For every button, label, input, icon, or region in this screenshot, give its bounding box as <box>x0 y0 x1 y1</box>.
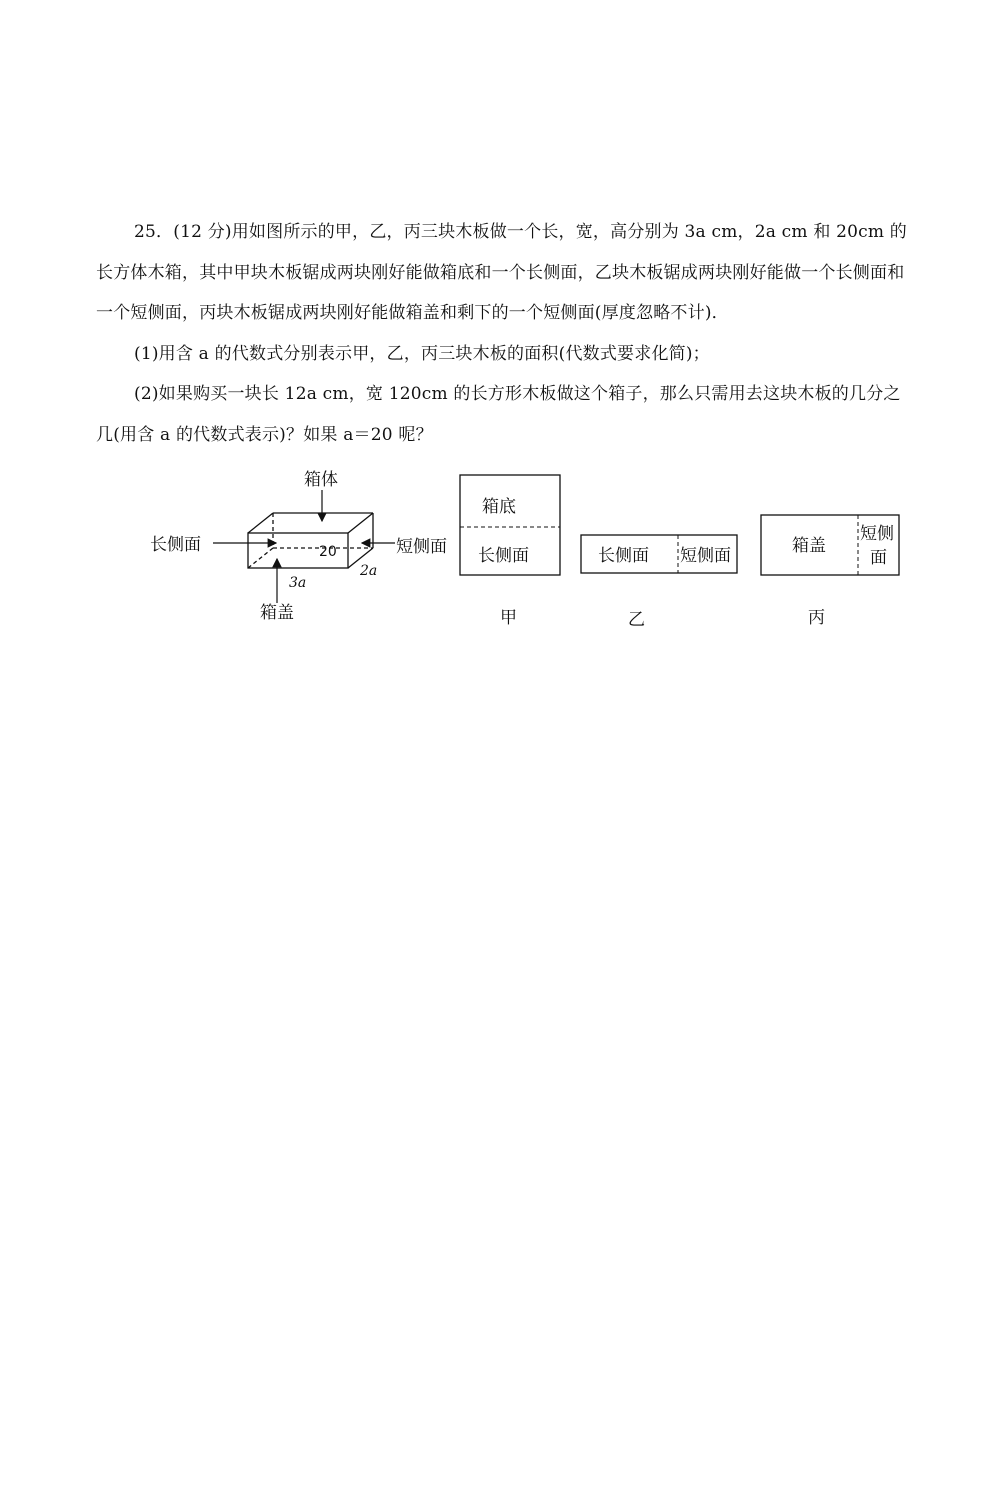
jia-bottom-label: 箱底 <box>482 497 516 517</box>
problem-text <box>96 212 908 455</box>
label-short-side: 短侧面 <box>396 537 447 557</box>
bing-lid-label: 箱盖 <box>792 536 826 556</box>
figure <box>0 455 1000 675</box>
bing-short-side-label-2: 面 <box>870 548 887 568</box>
board-bing <box>761 515 899 628</box>
caption-yi: 乙 <box>628 610 645 630</box>
question-2: (2)如果购买一块长 12a cm，宽 120cm 的长方形木板做这个箱子，那么只需用去这块木板的几分之几(用含 a 的代数式表示)？如果 a＝20 呢？ <box>96 384 901 445</box>
board-jia <box>460 475 560 628</box>
cuboid-figure <box>248 513 373 568</box>
yi-long-side-label: 长侧面 <box>598 546 649 566</box>
label-long-side: 长侧面 <box>150 535 201 555</box>
dim-width: 2a <box>360 563 378 579</box>
caption-bing: 丙 <box>808 608 825 628</box>
label-xiangti: 箱体 <box>304 470 338 490</box>
question-1: (1)用含 a 的代数式分别表示甲，乙，丙三块木板的面积(代数式要求化简)； <box>134 343 710 364</box>
yi-short-side-label: 短侧面 <box>680 546 731 566</box>
label-xianggai: 箱盖 <box>260 603 294 623</box>
dim-length: 20 <box>319 544 337 560</box>
bing-short-side-label-1: 短侧 <box>860 524 894 544</box>
board-yi <box>581 535 737 630</box>
jia-long-side-label: 长侧面 <box>478 546 529 566</box>
problem-statement: 25．(12 分)用如图所示的甲，乙，丙三块木板做一个长，宽，高分别为 3a cm，2a cm 和 20cm 的长方体木箱，其中甲块木板锯成两块刚好能做箱底和一个长侧面，乙块木板锯成两块刚好能做一个长侧面和一个短侧面，丙块木板锯成两块刚好能做箱盖和剩下的一个短侧面(厚度忽略不计)． <box>96 222 908 323</box>
dim-height: 3a <box>289 575 307 591</box>
caption-jia: 甲 <box>500 608 517 628</box>
